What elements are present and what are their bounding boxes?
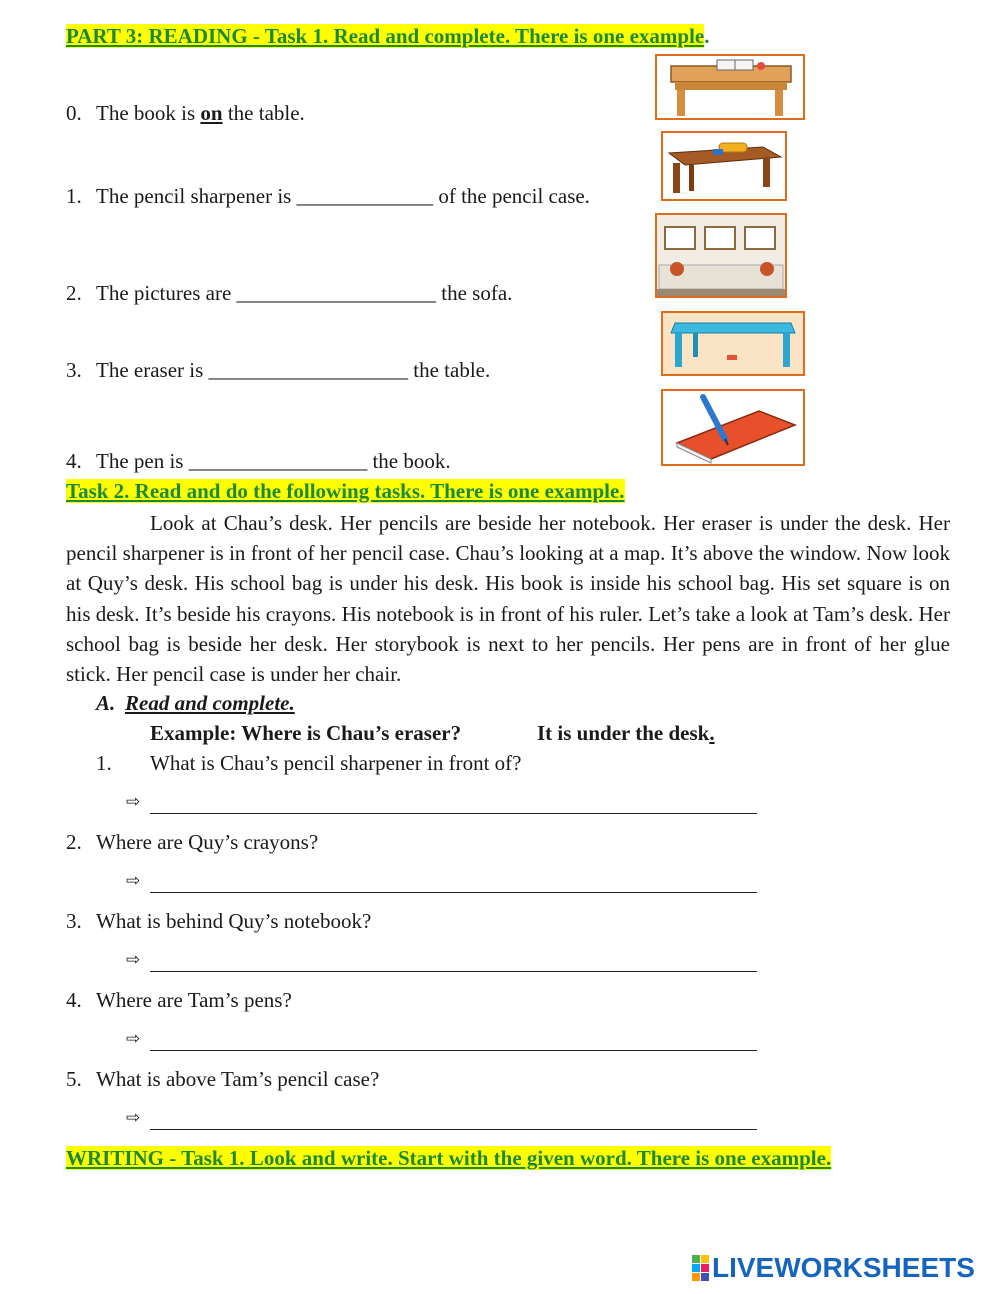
item-text: The pictures are ___________________ the sofa. [96, 281, 513, 305]
question-number: 3. [66, 909, 82, 933]
question-text: Where are Tam’s pens? [96, 988, 292, 1012]
picture-pencil-case-on-desk [661, 131, 787, 201]
answer-line-4[interactable] [150, 1050, 757, 1051]
question-1 [96, 751, 521, 776]
example-question-text: Example: Where is Chau’s eraser? [150, 721, 462, 745]
item-text: The book is [96, 101, 201, 125]
answer-line-3[interactable] [150, 971, 757, 972]
picture-pen-on-book [661, 389, 805, 466]
section-a-label: A. [96, 691, 116, 715]
picture-living-room [655, 213, 787, 298]
passage-text: Look at Chau’s desk. Her pencils are beside her notebook. Her eraser is under the desk. Her pencil sharpener is in front of her pencil case. Chau’s looking at a map. It’s above the window. Now look at Quy’s desk. His school bag is under his desk. His book is inside his school bag. His set square is on his desk. It’s beside his crayons. His notebook is in front of his ruler. Let’s take a look at Tam’s desk. Her school bag is beside her desk. Her storybook is next to her pencils. Her pens are in front of her glue stick. Her pencil case is under her chair. [66, 511, 950, 687]
question-text: What is above Tam’s pencil case? [96, 1067, 380, 1091]
writing-heading [66, 1146, 831, 1171]
question-4 [66, 988, 292, 1013]
task1-item-3 [66, 358, 490, 383]
item-number: 1. [66, 184, 82, 208]
desk-with-book-icon [657, 56, 803, 118]
section-a-heading [96, 691, 295, 716]
question-number: 2. [66, 830, 82, 854]
answer-line-1[interactable] [150, 813, 757, 814]
part3-heading-text: PART 3: READING - Task 1. Read and complete. There is one example [66, 24, 705, 48]
answer-line-2[interactable] [150, 892, 757, 893]
logo-blocks-icon [692, 1255, 709, 1281]
task1-item-1 [66, 184, 590, 209]
reading-passage [66, 508, 950, 689]
item-text: The pen is _________________ the book. [96, 449, 451, 473]
question-3 [66, 909, 371, 934]
answer-line-5[interactable] [150, 1129, 757, 1130]
picture-book-on-table [655, 54, 805, 120]
part3-heading [66, 24, 709, 49]
arrow-right-icon: ⇨ [126, 950, 141, 970]
task1-item-0 [66, 101, 305, 126]
pictures-above-sofa-icon [657, 215, 785, 296]
task2-heading-text: Task 2. Read and do the following tasks. There is one example. [66, 479, 625, 503]
item-text: The pencil sharpener is _____________ of the pencil case. [96, 184, 590, 208]
section-a-title: Read and complete. [125, 691, 295, 715]
arrow-right-icon: ⇨ [126, 1108, 141, 1128]
task2-heading [66, 479, 625, 504]
question-text: What is behind Quy’s notebook? [96, 909, 372, 933]
item-number: 0. [66, 101, 82, 125]
arrow-right-icon: ⇨ [126, 871, 141, 891]
question-2 [66, 830, 318, 855]
table-with-eraser-icon [663, 313, 803, 374]
question-number: 4. [66, 988, 82, 1012]
example-answer: on [200, 101, 223, 125]
liveworksheets-logo [692, 1252, 975, 1284]
question-text: What is Chau’s pencil sharpener in front of? [150, 751, 522, 775]
example-answer-line [537, 721, 715, 746]
task1-item-2 [66, 281, 512, 306]
part3-heading-end: . [704, 24, 710, 48]
arrow-right-icon: ⇨ [126, 1029, 141, 1049]
example-answer-end: . [709, 721, 715, 745]
writing-heading-text: WRITING - Task 1. Look and write. Start with the given word. There is one example. [66, 1146, 832, 1170]
question-text: Where are Quy’s crayons? [96, 830, 319, 854]
item-number: 4. [66, 449, 82, 473]
desk-with-pencil-case-icon [663, 133, 785, 199]
question-5 [66, 1067, 379, 1092]
item-text-after: the table. [222, 101, 305, 125]
logo-text: LIVEWORKSHEETS [712, 1252, 975, 1283]
picture-eraser-under-table [661, 311, 805, 376]
example-answer-text: It is under the desk [537, 721, 710, 745]
arrow-right-icon: ⇨ [126, 792, 141, 812]
task1-item-4 [66, 449, 451, 474]
item-text: The eraser is ___________________ the table. [96, 358, 491, 382]
question-number: 5. [66, 1067, 82, 1091]
item-number: 2. [66, 281, 82, 305]
book-with-pen-icon [663, 391, 803, 464]
item-number: 3. [66, 358, 82, 382]
question-number: 1. [96, 751, 112, 775]
example-question [150, 721, 461, 746]
